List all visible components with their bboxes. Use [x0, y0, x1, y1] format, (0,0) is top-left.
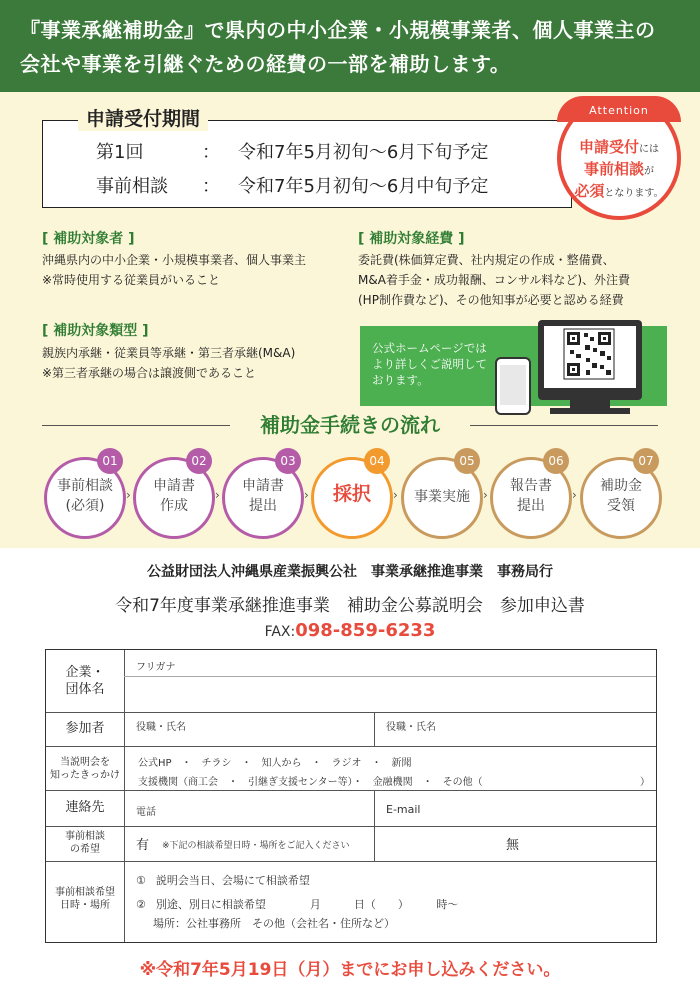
participant-1-field[interactable]: 役職・氏名 [136, 722, 186, 733]
source-label-line: 当説明会を [60, 757, 110, 768]
eligible-entities-title: [ 補助対象者 ] [42, 231, 135, 247]
arrow-right-icon: › [215, 488, 220, 502]
schedule-label-line: 事前相談希望 [55, 887, 115, 898]
website-text-line: おります。 [372, 373, 429, 387]
header-line-1: 『事業承継補助金』で県内の中小企業・小規模事業者、個人事業主の [20, 18, 656, 42]
consult-label-line: 事前相談 [65, 831, 105, 842]
consult-yes-note: ※下記の相談希望日時・場所をご記入ください [162, 841, 350, 851]
flow-step-2 [133, 454, 215, 539]
consult-label [46, 830, 124, 856]
schedule-option-2[interactable] [136, 896, 458, 912]
furigana-field[interactable]: フリガナ [136, 662, 176, 673]
attention-badge [557, 96, 681, 220]
contact-divider [374, 790, 375, 826]
flow-step-label: 事業実施 [414, 489, 470, 505]
attention-main-2: 事前相談 [583, 160, 644, 178]
flow-step-6 [490, 454, 572, 539]
attention-line-2 [561, 158, 677, 179]
devices-illustration [490, 318, 665, 420]
attention-small-1: には [639, 144, 659, 155]
period-colon: ： [202, 142, 220, 163]
arrow-right-icon: › [304, 488, 309, 502]
attention-main-1: 申請受付 [578, 138, 639, 156]
form-row-divider [46, 712, 656, 713]
consult-yes-option[interactable]: 有 [136, 838, 150, 853]
option-number: ② [136, 898, 146, 911]
flow-step-3 [222, 454, 304, 539]
period-colon: ： [202, 176, 220, 197]
flow-step-number: 07 [633, 448, 659, 474]
flow-step-1 [44, 454, 126, 539]
company-label [46, 664, 124, 698]
form-row-divider [46, 746, 656, 747]
period-value: 令和7年5月初旬～6月中旬予定 [238, 176, 489, 197]
application-period-title: 申請受付期間 [78, 104, 208, 131]
consult-label-line: の希望 [70, 844, 100, 855]
fax-number: 098-859-6233 [295, 620, 436, 641]
flow-step-number: 04 [364, 448, 390, 474]
flow-title: 補助金手続きの流れ [260, 413, 440, 437]
deadline-notice: ※令和7年5月19日（月）までにお申し込みください。 [139, 960, 561, 980]
flow-step-7 [580, 454, 662, 539]
qr-code-icon [564, 329, 614, 379]
option-text: 別途、別日に相談希望 月 日（ ） 時～ [155, 898, 459, 911]
source-label-line: 知ったきっかけ [50, 770, 120, 781]
arrow-right-icon: › [393, 488, 398, 502]
attention-line-1 [561, 136, 677, 157]
office-addressee: 公益財団法人沖縄県産業振興公社 事業承継推進事業 事務局行 [147, 564, 553, 580]
contact-label: 連絡先 [65, 800, 105, 815]
application-form [45, 649, 657, 943]
participant-2-field[interactable]: 役職・氏名 [386, 722, 436, 733]
eligible-expenses-title: [ 補助対象経費 ] [358, 231, 465, 247]
form-row-divider [46, 861, 656, 862]
eligible-types-line: ※第三者承継の場合は譲渡側であること [42, 366, 257, 380]
flow-step-number: 06 [543, 448, 569, 474]
source-label [46, 756, 124, 782]
eligible-entities-line: ※常時使用する従業員がいること [42, 273, 221, 287]
source-options-line-1[interactable]: 公式HP ・ チラシ ・ 知人から ・ ラジオ ・ 新聞 [138, 758, 412, 769]
flow-step-number: 03 [275, 448, 301, 474]
attention-line-3 [561, 180, 677, 201]
phone-field[interactable]: 電話 [136, 807, 156, 818]
schedule-option-1[interactable] [136, 872, 310, 888]
flow-step-4 [311, 454, 393, 539]
furigana-divider [124, 676, 656, 677]
form-row-divider [46, 790, 656, 791]
schedule-label [46, 886, 124, 912]
flow-step-label: 補助金 受領 [600, 478, 642, 514]
attention-small-2: が [644, 166, 654, 177]
flow-step-number: 01 [97, 448, 123, 474]
eligible-expenses-line: (HP制作費など)、その他知事が必要と認める経費 [358, 293, 624, 307]
period-label: 第1回 [96, 142, 144, 163]
header-banner [0, 0, 700, 92]
flow-step-label: 申請書 提出 [242, 478, 284, 514]
option-number: ① [136, 874, 146, 887]
arrow-right-icon: › [483, 488, 488, 502]
flow-step-5 [401, 454, 483, 539]
participant-divider [374, 712, 375, 746]
schedule-label-line: 日時・場所 [60, 900, 110, 911]
source-options-line-2[interactable]: 支援機関（商工会 ・ 引継ぎ支援センター等）・ 金融機関 ・ その他（ [138, 777, 483, 788]
consult-no-option[interactable]: 無 [506, 838, 520, 853]
arrow-right-icon: › [572, 488, 577, 502]
flow-step-number: 05 [454, 448, 480, 474]
flow-step-label: 報告書 提出 [510, 478, 552, 514]
attention-heading: Attention [557, 96, 681, 122]
form-row-divider [46, 826, 656, 827]
attention-small-3: となります。 [604, 188, 664, 199]
eligible-expenses-line: M&A着手金・成功報酬、コンサル料など)、外注費 [358, 273, 631, 287]
flow-step-number: 02 [186, 448, 212, 474]
arrow-right-icon: › [126, 488, 131, 502]
flow-step-label: 事前相談 (必須) [57, 478, 113, 514]
option-text: 説明会当日、会場にて相談希望 [155, 874, 310, 887]
smartphone-icon [496, 358, 530, 414]
consult-divider [374, 826, 375, 861]
header-line-2: 会社や事業を引継ぐための経費の一部を補助します。 [20, 52, 511, 76]
period-row-round1 [96, 138, 488, 164]
period-value: 令和7年5月初旬～6月下旬予定 [238, 142, 489, 163]
website-text [372, 340, 487, 388]
attention-main-3: 必須 [574, 182, 605, 200]
email-field[interactable]: E-mail [386, 803, 421, 816]
fax-label: FAX: [264, 624, 296, 640]
fax-line [0, 620, 700, 641]
participant-label: 参加者 [65, 721, 105, 736]
company-name-field[interactable] [126, 678, 654, 710]
eligible-expenses-line: 委託費(株価算定費、社内規定の作成・整備費、 [358, 253, 615, 267]
eligible-entities-line: 沖縄県内の中小企業・小規模事業者、個人事業主 [42, 253, 307, 267]
form-label-divider [124, 650, 125, 942]
website-text-line: より詳しくご説明して [372, 357, 487, 371]
eligible-types-title: [ 補助対象類型 ] [42, 323, 149, 339]
company-label-line: 企業・ [65, 665, 105, 680]
flow-step-label: 申請書 作成 [153, 478, 195, 514]
period-row-consult [96, 172, 488, 198]
website-text-line: 公式ホームページでは [372, 341, 487, 355]
period-label: 事前相談 [96, 176, 168, 197]
flow-step-label: 採択 [332, 483, 371, 505]
company-label-line: 団体名 [65, 682, 105, 697]
eligible-types-line: 親族内承継・従業員等承継・第三者承継(M&A) [42, 346, 296, 360]
form-title: 令和7年度事業承継推進事業 補助金公募説明会 参加申込書 [115, 596, 585, 616]
schedule-place[interactable]: 場所：公社事務所 その他（会社名・住所など） [153, 917, 395, 930]
source-other-close: ） [640, 777, 650, 788]
